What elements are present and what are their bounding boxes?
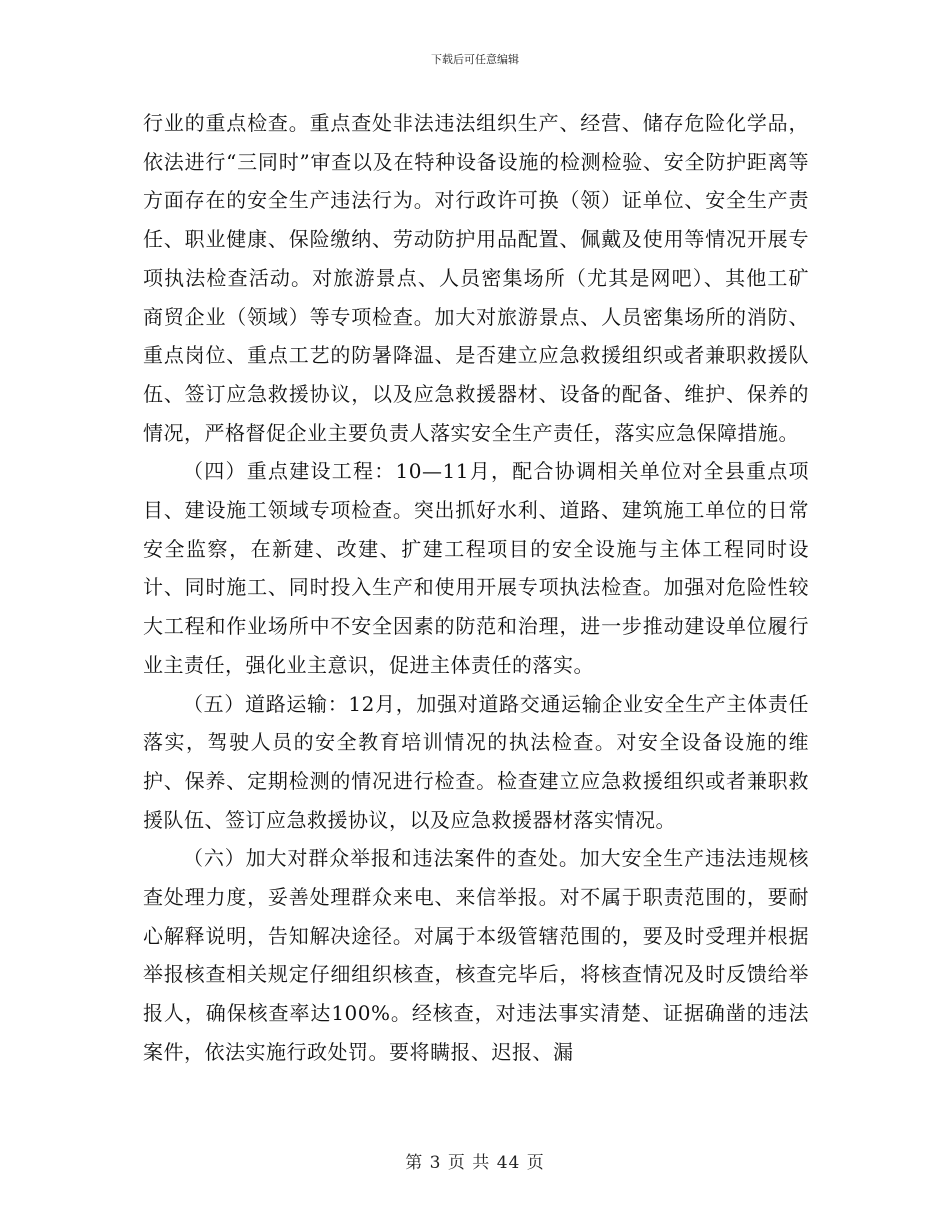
paragraph-section-6: （六）加大对群众举报和违法案件的查处。加大安全生产违法违规核查处理力度，妥善处理群众来电、来信举报。对不属于职责范围的，要耐心解释说明，告知解决途径。对属于本级管辖范围的，要及时受理并根据举报核查相关规定仔细组织核查，核查完毕后，将核查情况及时反馈给举报人，确保核查率达100%。经核查，对违法事实清楚、证据确凿的违法案件，依法实施行政处罚。要将瞒报、迟报、漏 bbox=[143, 846, 809, 1064]
page-number-footer: 第 3 页 共 44 页 bbox=[405, 1153, 545, 1173]
paragraph-continuation: 行业的重点检查。重点查处非法违法组织生产、经营、储存危险化学品，依法进行“三同时”审查以及在特种设备设施的检测检验、安全防护距离等方面存在的安全生产违法行为。对行政许可换（领）证单位、安全生产责任、职业健康、保险缴纳、劳动防护用品配置、佩戴及使用等情况开展专项执法检查活动。对旅游景点、人员密集场所（尤其是网吧）、其他工矿商贸企业（领域）等专项检查。加大对旅游景点、人员密集场所的消防、重点岗位、重点工艺的防暑降温、是否建立应急救援组织或者兼职救援队伍、签订应急救援协议，以及应急救援器材、设备的配备、维护、保养的情况，严格督促企业主要负责人落实安全生产责任，落实应急保障措施。 bbox=[143, 111, 809, 445]
page-header: 下载后可任意编辑 bbox=[431, 53, 519, 66]
paragraph-section-4: （四）重点建设工程：10—11月，配合协调相关单位对全县重点项目、建设施工领域专项检查。突出抓好水利、道路、建筑施工单位的日常安全监察，在新建、改建、扩建工程项目的安全设施与主体工程同时设计、同时施工、同时投入生产和使用开展专项执法检查。加强对危险性较大工程和作业场所中不安全因素的防范和治理，进一步推动建设单位履行业主责任，强化业主意识，促进主体责任的落实。 bbox=[143, 459, 809, 677]
document-body bbox=[143, 104, 809, 1072]
paragraph-section-5: （五）道路运输：12月，加强对道路交通运输企业安全生产主体责任落实，驾驶人员的安全教育培训情况的执法检查。对安全设备设施的维护、保养、定期检测的情况进行检查。检查建立应急救援组织或者兼职救援队伍、签订应急救援协议，以及应急救援器材落实情况。 bbox=[143, 691, 809, 832]
